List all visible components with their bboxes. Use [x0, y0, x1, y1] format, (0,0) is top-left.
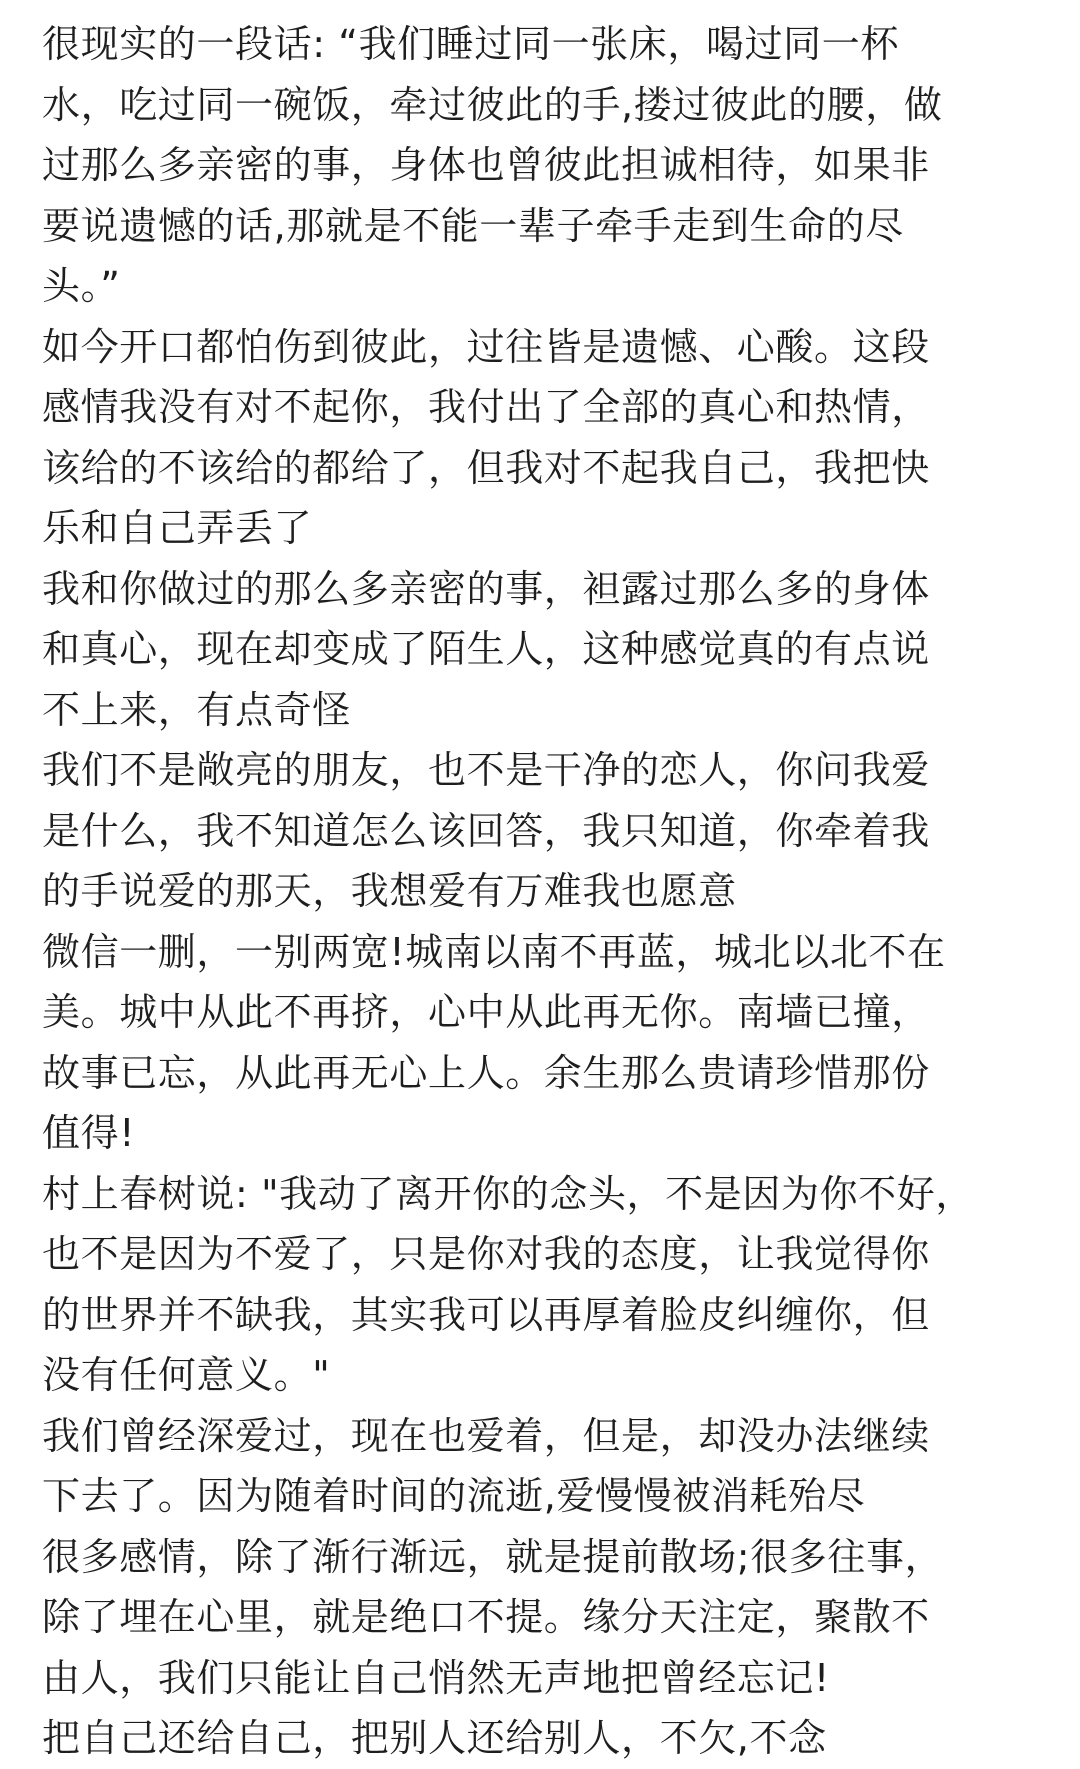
text-line: 很现实的一段话: “我们睡过同一张床，喝过同一杯	[42, 22, 899, 66]
text-line: 微信一删，一别两宽!城南以南不再蓝，城北以北不在	[42, 929, 946, 974]
text-line: 没有任何意义。"	[42, 1353, 331, 1397]
article-text	[42, 14, 1042, 1769]
text-line: 是什么，我不知道怎么该回答，我只知道，你牵着我	[42, 808, 930, 853]
text-line: 村上春树说: "我动了离开你的念头，不是因为你不好，	[42, 1171, 974, 1216]
text-line: 的手说爱的那天，我想爱有万难我也愿意	[42, 869, 737, 913]
text-line: 除了埋在心里，就是绝口不提。缘分天注定，聚散不	[42, 1595, 930, 1639]
text-line: 由人，我们只能让自己悄然无声地把曾经忘记!	[42, 1655, 830, 1700]
text-line: 过那么多亲密的事，身体也曾彼此担诚相待，如果非	[42, 143, 930, 187]
text-line: 值得!	[42, 1111, 136, 1155]
text-line: 水，吃过同一碗饭，牵过彼此的手,搂过彼此的腰，做	[42, 82, 943, 127]
text-line: 故事已忘，从此再无心上人。余生那么贵请珍惜那份	[42, 1050, 930, 1095]
text-line: 感情我没有对不起你，我付出了全部的真心和热情，	[42, 385, 930, 429]
text-line: 也不是因为不爱了，只是你对我的态度，让我觉得你	[42, 1232, 930, 1276]
text-line: 如今开口都怕伤到彼此，过往皆是遗憾、心酸。这段	[42, 324, 930, 369]
text-line: 我们曾经深爱过，现在也爱着，但是，却没办法继续	[42, 1413, 930, 1458]
text-line: 下去了。因为随着时间的流逝,爱慢慢被消耗殆尽	[42, 1474, 866, 1518]
text-line: 该给的不该给的都给了，但我对不起我自己，我把快	[42, 445, 930, 490]
text-line: 把自己还给自己，把别人还给别人，不欠,不念	[42, 1716, 827, 1760]
text-line: 要说遗憾的话,那就是不能一辈子牵手走到生命的尽	[42, 203, 904, 248]
text-line: 不上来，有点奇怪	[42, 687, 351, 732]
text-line: 和真心，现在却变成了陌生人，这种感觉真的有点说	[42, 627, 930, 671]
text-line: 的世界并不缺我，其实我可以再厚着脸皮纠缠你，但	[42, 1292, 930, 1337]
text-line: 美。城中从此不再挤，心中从此再无你。南墙已撞，	[42, 990, 930, 1034]
text-line: 头。”	[42, 264, 121, 308]
text-line: 我们不是敞亮的朋友，也不是干净的恋人，你问我爱	[42, 748, 930, 792]
text-line: 乐和自己弄丢了	[42, 506, 313, 550]
text-line: 很多感情，除了渐行渐远，就是提前散场;很多往事，	[42, 1534, 944, 1579]
text-line: 我和你做过的那么多亲密的事，袒露过那么多的身体	[42, 566, 930, 611]
